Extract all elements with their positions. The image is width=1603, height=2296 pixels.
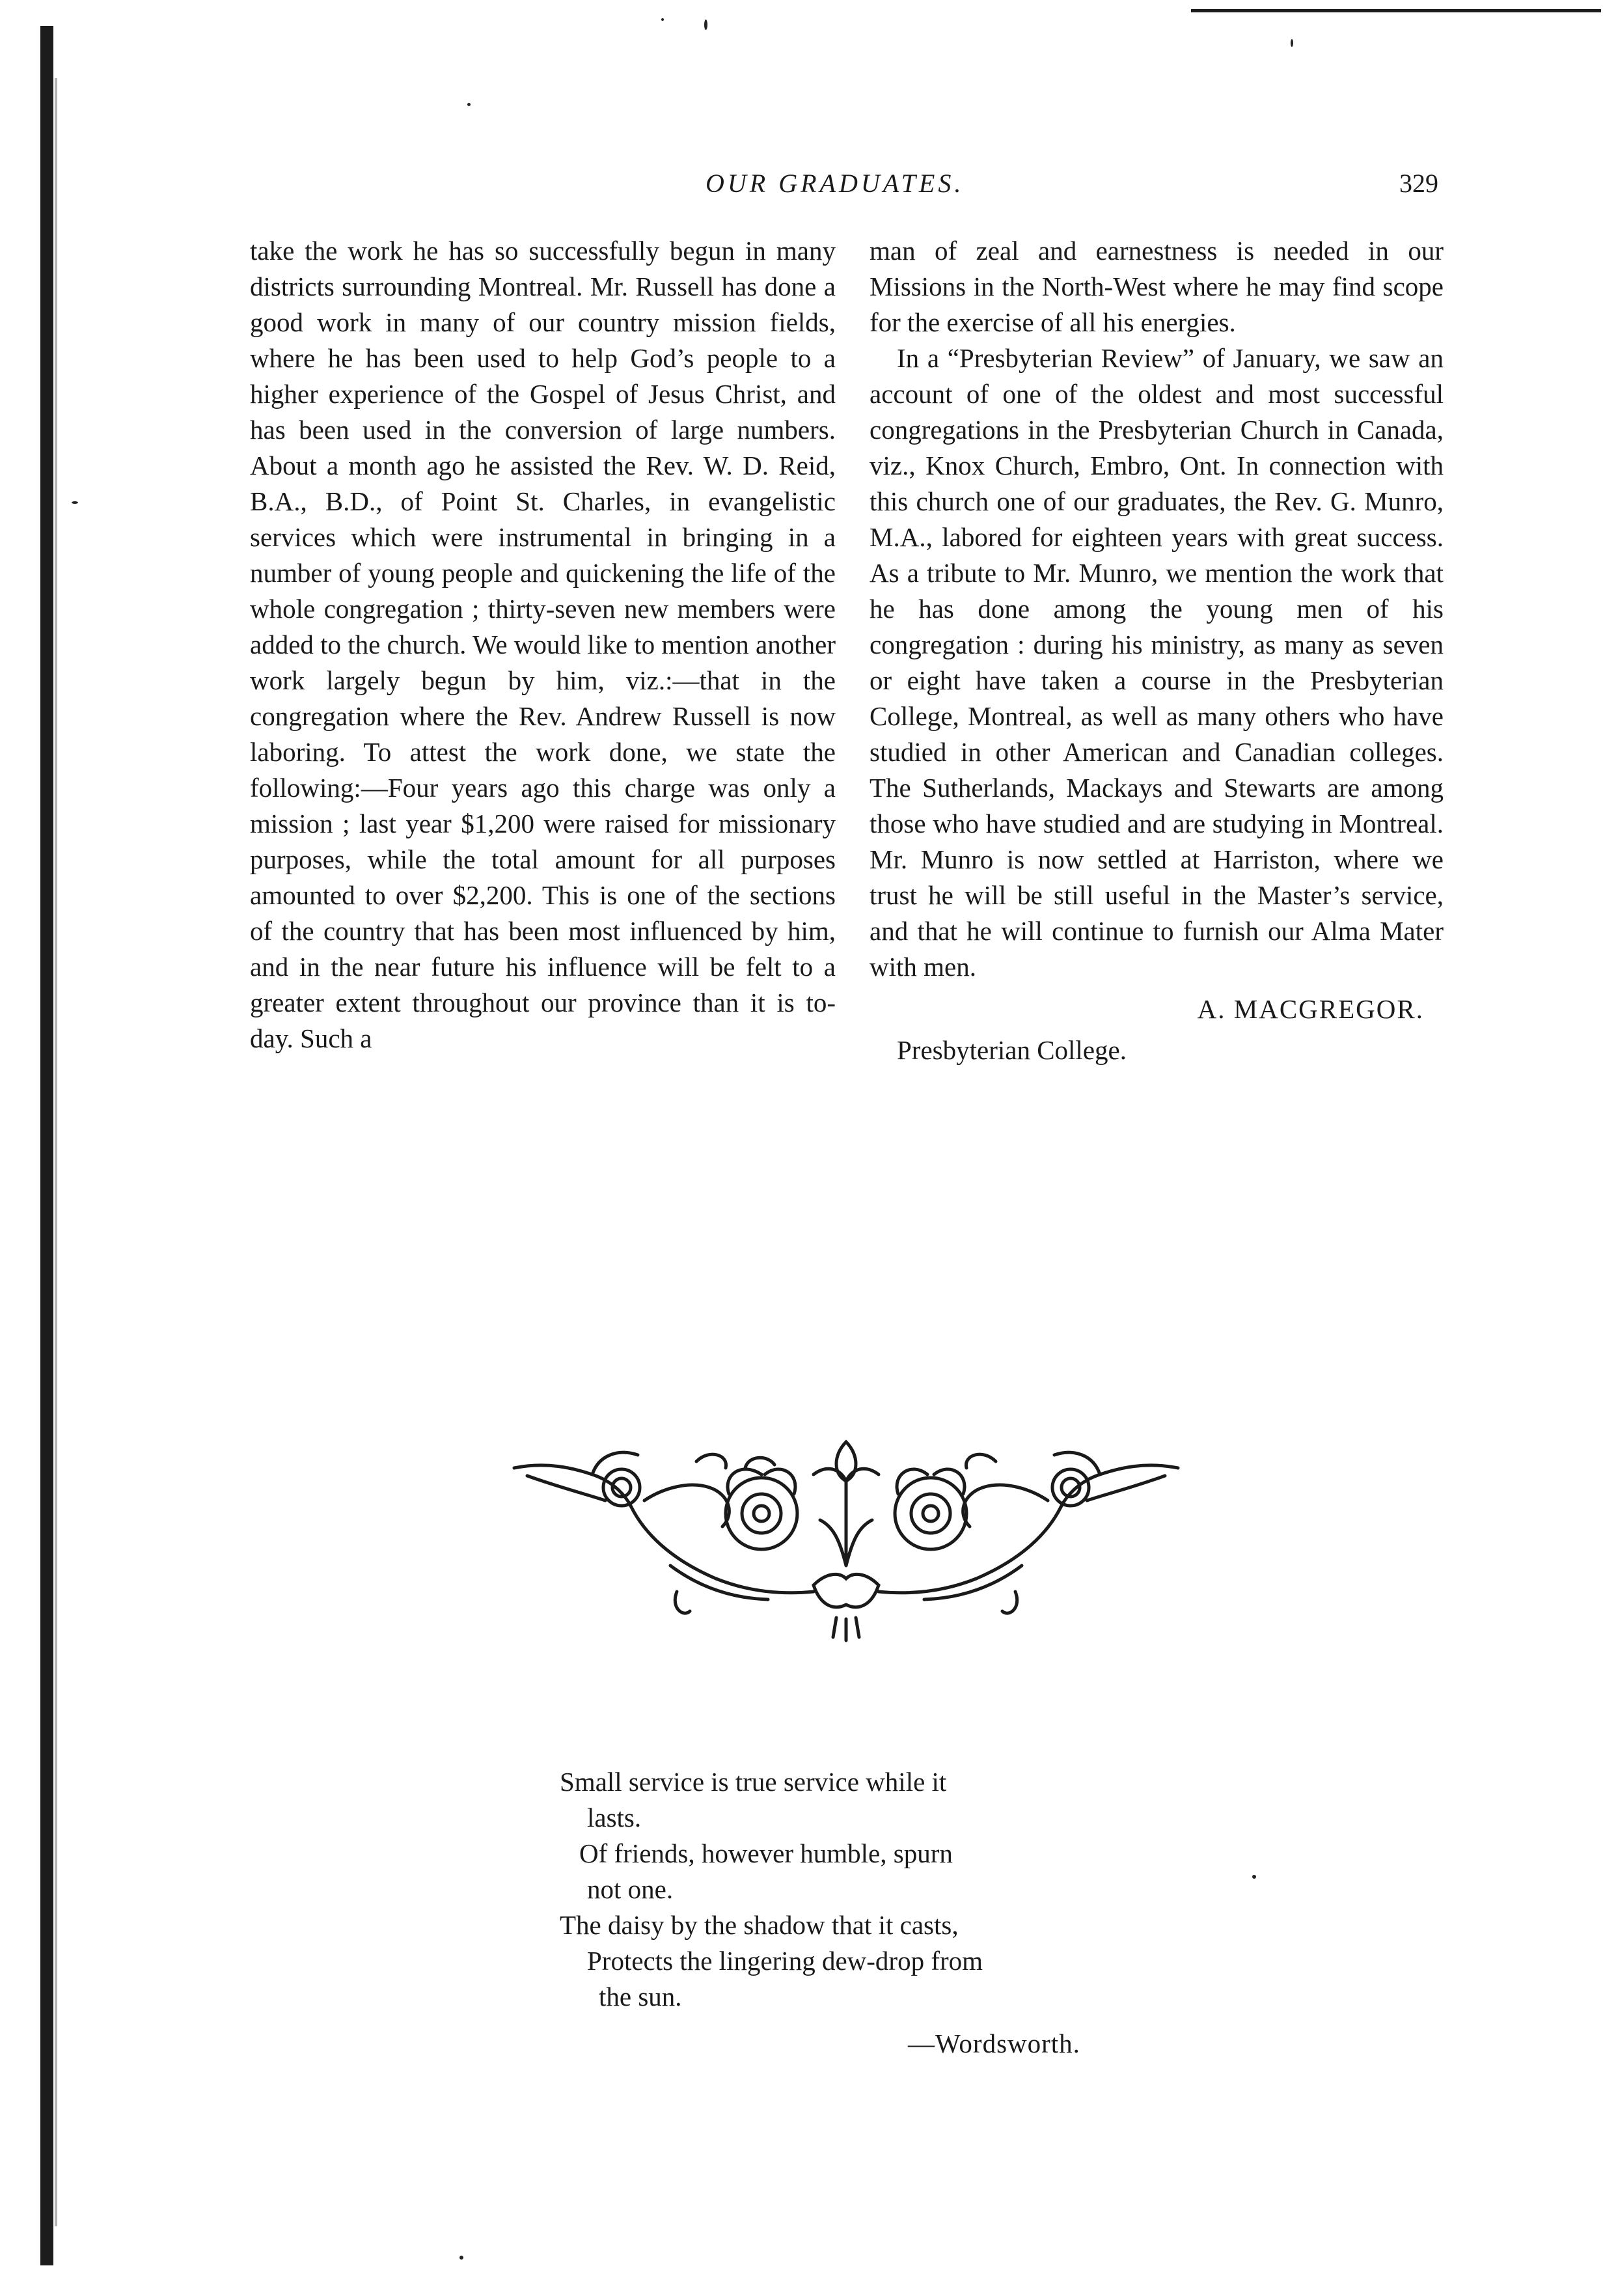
poem-line: not one. — [587, 1874, 674, 1904]
right-column — [870, 233, 1444, 1068]
scan-speck — [459, 2256, 463, 2260]
ornament-center-stem — [814, 1442, 879, 1640]
scan-speck — [1252, 1875, 1256, 1879]
running-head — [250, 168, 1438, 207]
left-column-paragraph: take the work he has so successfully begun in many districts surrounding Montreal. Mr. Russell has done a good work in many of our country mission fields, where he has been used to help God’s people to a higher experience of the Gospel of Jesus Christ, and has been used in the conversion of large numbers. About a month ago he assisted the Rev. W. D. Reid, B.A., B.D., of Point St. Charles, in evangelistic services which were instrumental in bringing in a number of young people and quickening the life of the whole congregation ; thirty-seven new members were added to the church. We would like to mention another work largely begun by him, viz.:—that in the congregation where the Rev. Andrew Russell is now laboring. To attest the work done, we state the following:—Four years ago this charge was only a mission ; last year $1,200 were raised for missionary purposes, while the total amount for all purposes amounted to over $2,200. This is one of the sections of the country that has been most influenced by him, and in the near future his influence will be felt to a greater extent throughout our province than it is to-day. Such a — [250, 236, 836, 1053]
ornament-left-scroll — [514, 1452, 814, 1599]
poem-line: The daisy by the shadow that it casts, — [560, 1910, 959, 1940]
poem-line: lasts. — [587, 1803, 642, 1833]
page-number: 329 — [1399, 169, 1438, 198]
poem-line: Protects the lingering dew-drop from — [587, 1946, 983, 1976]
scan-top-rule — [1191, 9, 1601, 12]
ornament-right-flower — [895, 1469, 966, 1549]
scan-speck — [1291, 39, 1293, 47]
scan-speck — [467, 103, 471, 106]
poem — [560, 1764, 1145, 2015]
author-signature: A. MACGREGOR. — [1197, 994, 1424, 1024]
running-head-title: OUR GRADUATES. — [706, 169, 965, 198]
right-column-paragraph: In a “Presbyterian Review” of January, we saw an account of one of the oldest and most successful congregations in the Presbyterian Church in Canada, viz., Knox Church, Embro, Ont. In connection with this church one of our graduates, the Rev. G. Munro, M.A., labored for eighteen years with great success. As a tribute to Mr. Munro, we mention the work that he has done among the young men of his congregation : during his ministry, as many as seven or eight have taken a course in the Presbyterian College, Montreal, as well as many others who have studied in other American and Canadian colleges. The Sutherlands, Mackays and Stewarts are among those who have studied and are studying in Montreal. Mr. Munro is now settled at Harriston, where we trust he will be still useful in the Master’s service, and that he will continue to furnish our Alma Mater with men. — [870, 343, 1444, 982]
floral-scroll-ornament-icon — [508, 1429, 1185, 1644]
left-column — [250, 233, 836, 1057]
right-column-continuation: man of zeal and earnestness is needed in our Missions in the North-West where he may find scope for the exercise of all his energies. — [870, 236, 1444, 337]
poem-line: Of friends, however humble, spurn — [579, 1838, 953, 1868]
ornament-left-flower — [726, 1458, 797, 1549]
author-dateline: Presbyterian College. — [897, 1035, 1127, 1065]
scan-speck — [661, 18, 664, 21]
page-binding-edge — [40, 26, 53, 2265]
scan-speck — [72, 501, 78, 504]
page-binding-shadow — [55, 78, 57, 2226]
poem-attribution: —Wordsworth. — [908, 2028, 1080, 2058]
poem-line: the sun. — [599, 1982, 682, 2012]
scan-speck — [704, 20, 707, 30]
poem-line: Small service is true service while it — [560, 1767, 947, 1797]
